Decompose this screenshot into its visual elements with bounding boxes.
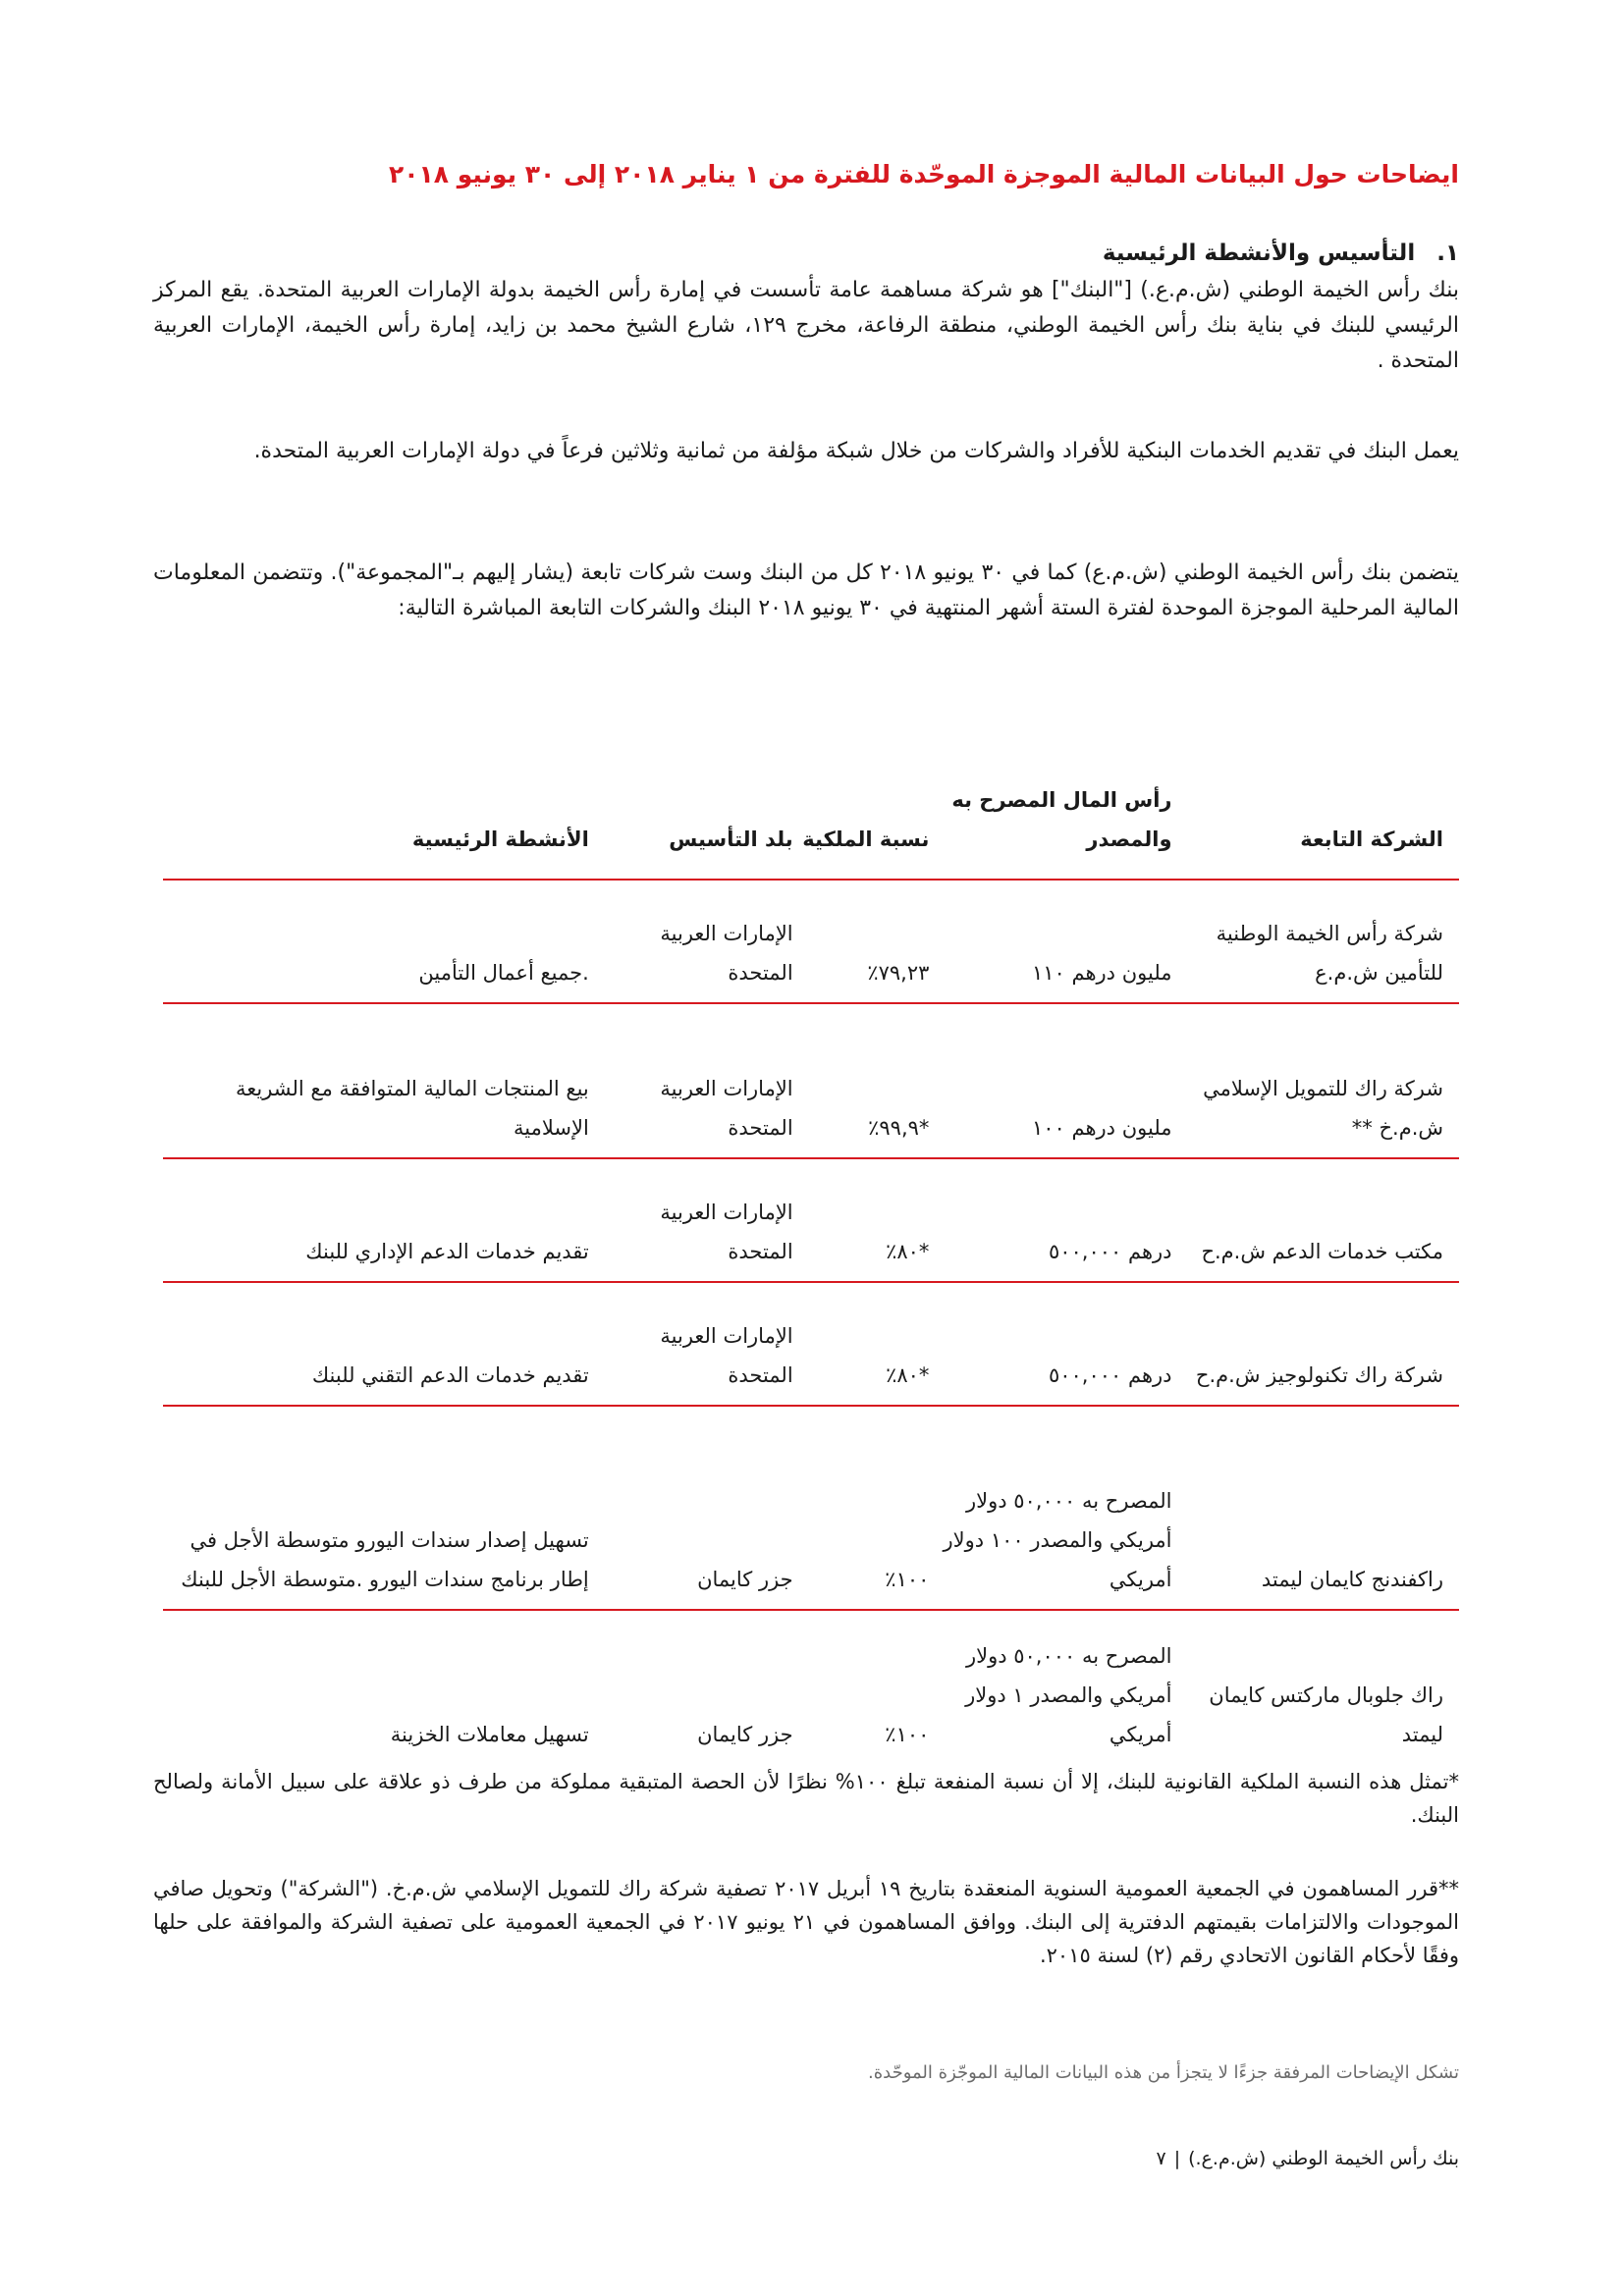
- paragraph-group-composition: يتضمن بنك رأس الخيمة الوطني (ش.م.ع) كما في ٣٠ يونيو ٢٠١٨ كل من البنك وست شركات تابعة (يشار إليهم بـ"المجموعة"). وتتضمن المعلومات المالية المرحلية الموجزة الموحدة لفترة الستة أشهر المنتهية في ٣٠ يونيو ٢٠١٨ البنك والشركات التابعة المباشرة التالية:: [153, 561, 1459, 620]
- page-footer: [1156, 2145, 1459, 2172]
- table-row: [163, 1003, 1459, 1158]
- cell-company: شركة رأس الخيمة الوطنية للتأمين ش.م.ع: [1216, 922, 1443, 985]
- cell-ownership: ١٠٠٪: [885, 1723, 930, 1746]
- header-capital: رأس المال المصرح به والمصدر: [951, 788, 1172, 851]
- header-company: الشركة التابعة: [1300, 828, 1443, 851]
- paragraph-branch-network: يعمل البنك في تقديم الخدمات البنكية للأفراد والشركات من خلال شبكة مؤلفة من ثمانية وثلاثين فرعاً في دولة الإمارات العربية المتحدة.: [253, 439, 1459, 463]
- table-row: [163, 1610, 1459, 1764]
- page-number: ٧: [1156, 2148, 1166, 2169]
- cell-ownership: *٩٩,٩٪: [868, 1116, 930, 1140]
- cell-company: مكتب خدمات الدعم ش.م.ح: [1201, 1240, 1443, 1263]
- table-row: [163, 1158, 1459, 1282]
- cell-activities: .جميع أعمال التأمين: [418, 961, 589, 985]
- table-row: [163, 1282, 1459, 1406]
- cell-country: الإمارات العربية المتحدة: [660, 1201, 793, 1263]
- cell-capital: المصرح به ٥٠,٠٠٠ دولار أمريكي والمصدر ١٠٠ دولار أمريكي: [943, 1489, 1172, 1591]
- cell-country: الإمارات العربية المتحدة: [660, 922, 793, 985]
- table-header-row: [163, 741, 1459, 880]
- header-country: بلد التأسيس: [669, 828, 793, 851]
- section-number: ١.: [1436, 240, 1459, 266]
- section-heading: [153, 236, 1459, 271]
- cell-company: شركة راك للتمويل الإسلامي ش.م.خ **: [1203, 1077, 1443, 1140]
- cell-activities: تسهيل إصدار سندات اليورو متوسطة الأجل في إطار برنامج سندات اليورو .متوسطة الأجل للبنك: [181, 1528, 589, 1591]
- cell-country: جزر كايمان: [697, 1568, 793, 1591]
- cell-company: راكفندنج كايمان ليمتد: [1261, 1568, 1443, 1591]
- cell-capital: درهم ٥٠٠,٠٠٠: [1048, 1363, 1172, 1387]
- subsidiaries-table: [163, 741, 1459, 1764]
- cell-activities: تقديم خدمات الدعم التقني للبنك: [311, 1363, 589, 1387]
- cell-activities: تقديم خدمات الدعم الإداري للبنك: [305, 1240, 589, 1263]
- cell-capital: درهم ٥٠٠,٠٠٠: [1048, 1240, 1172, 1263]
- header-activities: الأنشطة الرئيسية: [411, 828, 589, 851]
- cell-ownership: ٧٩,٢٣٪: [867, 961, 930, 985]
- cell-ownership: *٨٠٪: [886, 1363, 930, 1387]
- footnote-liquidation: **قرر المساهمون في الجمعية العمومية السنوية المنعقدة بتاريخ ١٩ أبريل ٢٠١٧ تصفية شركة راك للتمويل الإسلامي ش.م.خ. ("الشركة") وتحويل صافي الموجودات والالتزامات بقيمتهم الدفترية إلى البنك. ووافق المساهمون في ٢١ يونيو ٢٠١٧ في الجمعية العمومية على تصفية الشركة والموافقة على حلها وفقًا لأحكام القانون الاتحادي رقم (٢) لسنة ٢٠١٥.: [153, 1877, 1459, 1967]
- cell-capital: مليون درهم ١٠٠: [1031, 1116, 1172, 1140]
- document-title: ايضاحات حول البيانات المالية الموجزة الموحّدة للفترة من ١ يناير ٢٠١٨ إلى ٣٠ يونيو ٢٠١٨: [388, 160, 1459, 188]
- footer-separator: |: [1173, 2148, 1181, 2169]
- header-ownership: نسبة الملكية: [802, 828, 930, 851]
- cell-company: شركة راك تكنولوجيز ش.م.ح: [1195, 1363, 1443, 1387]
- cell-country: الإمارات العربية المتحدة: [660, 1077, 793, 1140]
- cell-ownership: ١٠٠٪: [885, 1568, 930, 1591]
- cell-activities: بيع المنتجات المالية المتوافقة مع الشريعة الإسلامية: [235, 1077, 589, 1140]
- section-heading-text: التأسيس والأنشطة الرئيسية: [1102, 240, 1416, 266]
- footer-bank-name: بنك رأس الخيمة الوطني (ش.م.ع.): [1188, 2148, 1459, 2169]
- cell-ownership: *٨٠٪: [886, 1240, 930, 1263]
- cell-country: الإمارات العربية المتحدة: [660, 1324, 793, 1387]
- cell-activities: تسهيل معاملات الخزينة: [390, 1723, 589, 1746]
- footnote-ownership: *تمثل هذه النسبة الملكية القانونية للبنك، إلا أن نسبة المنفعة تبلغ ١٠٠% نظرًا لأن الحصة المتبقية مملوكة من طرف ذو علاقة على سبيل الأمانة ولصالح البنك.: [153, 1770, 1459, 1827]
- notes-disclaimer: تشكل الإيضاحات المرفقة جزءًا لا يتجزأ من هذه البيانات المالية الموجّزة الموحّدة.: [868, 2062, 1459, 2083]
- cell-company: راك جلوبال ماركتس كايمان ليمتد: [1209, 1683, 1443, 1746]
- paragraph-bank-intro: بنك رأس الخيمة الوطني (ش.م.ع.) ["البنك"] هو شركة مساهمة عامة تأسست في إمارة رأس الخيمة بدولة الإمارات العربية المتحدة. يقع المركز الرئيسي للبنك في بناية بنك رأس الخيمة الوطني، منطقة الرفاعة، مخرج ١٢٩، شارع الشيخ محمد بن زايد، إمارة رأس الخيمة، الإمارات العربية المتحدة .: [153, 278, 1460, 373]
- table-row: [163, 1406, 1459, 1610]
- cell-capital: المصرح به ٥٠,٠٠٠ دولار أمريكي والمصدر ١ دولار أمريكي: [965, 1644, 1172, 1746]
- table-row: [163, 880, 1459, 1003]
- cell-country: جزر كايمان: [697, 1723, 793, 1746]
- cell-capital: مليون درهم ١١٠: [1031, 961, 1172, 985]
